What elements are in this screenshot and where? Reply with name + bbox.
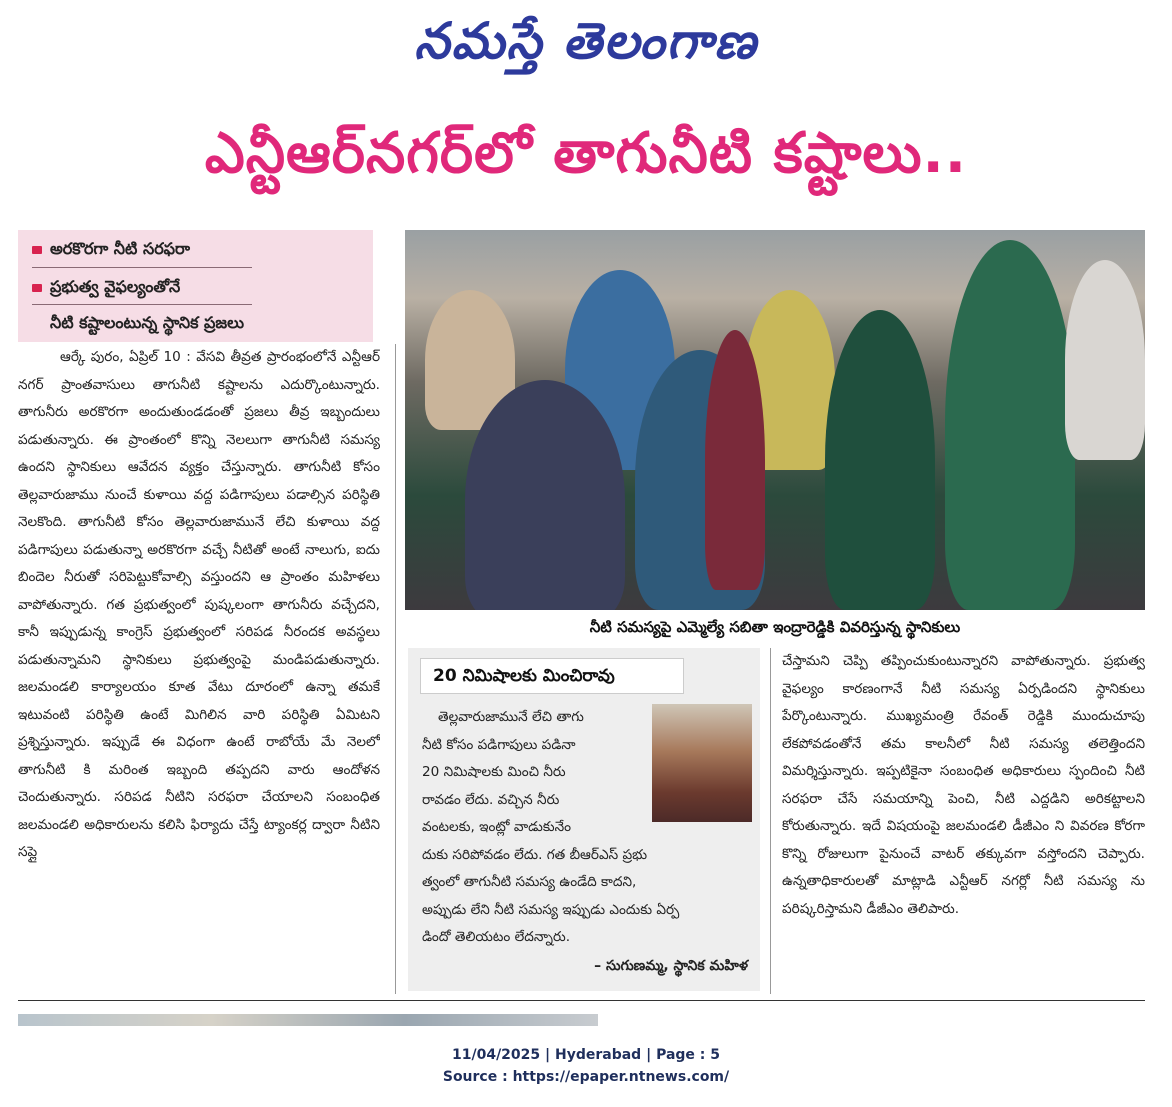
news-photo <box>405 230 1145 610</box>
kicker-1 <box>32 234 190 264</box>
box-line: రావడం లేదు. వచ్చిన నీరు <box>422 791 560 808</box>
box-title: 20 నిమిషాలకు మించిరావు <box>433 666 615 686</box>
box-line: అప్పుడు లేని నీటి సమస్య ఇప్పుడు ఎందుకు ఏర్ప <box>422 901 680 918</box>
kicker-2 <box>32 272 180 302</box>
kicker-box <box>18 230 373 342</box>
article-left-text: ఆర్కే పురం, ఏప్రిల్ 10 : వేసవి తీవ్రత ప్రారంభంలోనే ఎన్టీఆర్ నగర్ ప్రాంతవాసులు తాగునీటి కష్టాలను ఎదుర్కొంటున్నారు. తాగునీరు అరకొరగా అందుతుండడంతో ప్రజలు తీవ్ర ఇబ్బందులు పడుతున్నారు. ఈ ప్రాంతంలో కొన్ని నెలలుగా తాగునీటి సమస్య ఉందని స్థానికులు ఆవేదన వ్యక్తం చేస్తున్నారు. తాగునీటి కోసం తెల్లవారుజాము నుంచే కుళాయి వద్ద పడిగాపులు పడాల్సిన పరిస్థితి నెలకొంది. తాగునీటి కోసం తెల్లవారుజామునే లేచి కుళాయి వద్ద పడిగాపులు పడుతున్నా అరకొరగా వచ్చే నీటితో అంటే నాలుగు, ఐదు బిందెల నీరుతో సరిపెట్టుకోవాల్సి వస్తుందని ఆ ప్రాంతం మహిళలు వాపోతున్నారు. గత ప్రభుత్వంలో పుష్కలంగా తాగునీరు వచ్చేదని, కానీ ఇప్పుడున్న కాంగ్రెస్ ప్రభుత్వంలో సరిపడ నీరందక అవస్థలు పడుతున్నామని స్థానికులు ప్రభుత్వంపై మండిపడుతున్నారు. జలమండలి కార్యాలయం కూత వేటు దూరంలో ఉన్నా తమకే ఇటువంటి పరిస్థితి ఉంటే మిగిలిన వారి పరిస్థితి ఏమిటని ప్రశ్నిస్తున్నారు. ఇప్పుడే ఈ విధంగా ఉంటే రాబోయే మే నెలలో తాగునీటి కి మరింత ఇబ్బంది తప్పదని వారు ఆందోళన చెందుతున్నారు. సరిపడ నీటిని సరఫరా చేయాలని సంబంధిత జలమండలి అధికారులను కలిసి ఫిర్యాదు చేస్తే ట్యాంకర్ల ద్వారా నీటిని సప్లై <box>18 349 380 860</box>
article-column-left <box>18 344 380 994</box>
kicker-3 <box>50 308 244 338</box>
quote-attribution: – సుగుణమ్మ, స్థానిక మహిళ <box>594 958 748 974</box>
bottom-divider <box>18 1000 1145 1001</box>
article-right-text: చేస్తామని చెప్పి తప్పించుకుంటున్నారని వాపోతున్నారు. ప్రభుత్వ వైఫల్యం కారణంగానే నీటి సమస్య ఏర్పడిందని స్థానికులు పేర్కొంటున్నారు. ముఖ్యమంత్రి రేవంత్ రెడ్డికి ముందుచూపు లేకపోవడంతోనే తమ కాలనీలో నీటి సమస్య తలెత్తిందని విమర్శిస్తున్నారు. ఇప్పటికైనా సంబంధిత అధికారులు స్పందించి నీటి సరఫరా చేసే సమయాన్ని పెంచి, నీటి ఎద్దడిని అరికట్టాలని కోరుతున్నారు. ఇదే విషయంపై జలమండలి డీజీఎం ని వివరణ కోరగా కొన్ని రోజులుగా పైనుంచే వాటర్ తక్కువగా వస్తోందని చెప్పారు. ఉన్నతాధికారులతో మాట్లాడి ఎన్టీఆర్ నగర్లో నీటి సమస్య ను పరిష్కరిస్తామని డీజీఎం తెలిపారు. <box>782 653 1145 917</box>
box-line: డిందో తెలియటం లేదన్నారు. <box>422 929 571 945</box>
photo-caption: నీటి సమస్యపై ఎమ్మెల్యే సబితా ఇంద్రారెడ్డికి వివరిస్తున్న స్థానికులు <box>589 618 961 636</box>
bullet-icon <box>32 284 42 292</box>
kicker-3-text: నీటి కష్టాలంటున్న స్థానిక ప్రజలు <box>50 313 245 332</box>
footer-source-link[interactable]: Source : https://epaper.ntnews.com/ <box>442 1069 730 1085</box>
headline: ఎన్టీఆర్‌నగర్‌లో తాగునీటి కష్టాలు.. <box>204 121 968 186</box>
kicker-divider <box>32 304 252 305</box>
next-article-photo-strip <box>18 1014 598 1026</box>
box-line: వంటలకు, ఇంట్లో వాడుకునేం <box>422 819 572 835</box>
box-quote-text <box>422 704 752 952</box>
box-line: 20 నిమిషాలకు మించి నీరు <box>422 764 566 780</box>
sidebar-quote-box <box>408 648 760 991</box>
kicker-1-text: అరకొరగా నీటి సరఫరా <box>50 239 191 258</box>
masthead-logo: నమస్తే తెలంగాణ <box>414 11 758 70</box>
kicker-2-text: ప్రభుత్వ వైఫల్యంతోనే <box>50 277 181 296</box>
article-column-right <box>782 648 1145 993</box>
bullet-icon <box>32 246 42 254</box>
footer-dateline: 11/04/2025 | Hyderabad | Page : 5 <box>451 1047 721 1063</box>
box-line: దుకు సరిపోవడం లేదు. గత బీఆర్ఎస్ ప్రభు <box>422 846 648 863</box>
box-line: త్వంలో తాగునీటి సమస్య ఉండేది కాదని, <box>422 874 637 890</box>
column-divider <box>395 344 396 994</box>
box-title-banner <box>420 658 684 694</box>
box-line: నీటి కోసం పడిగాపులు పడినా <box>422 736 576 753</box>
box-line: తెల్లవారుజామునే లేచి తాగు <box>438 709 584 725</box>
column-divider <box>770 648 771 994</box>
kicker-divider <box>32 267 252 268</box>
